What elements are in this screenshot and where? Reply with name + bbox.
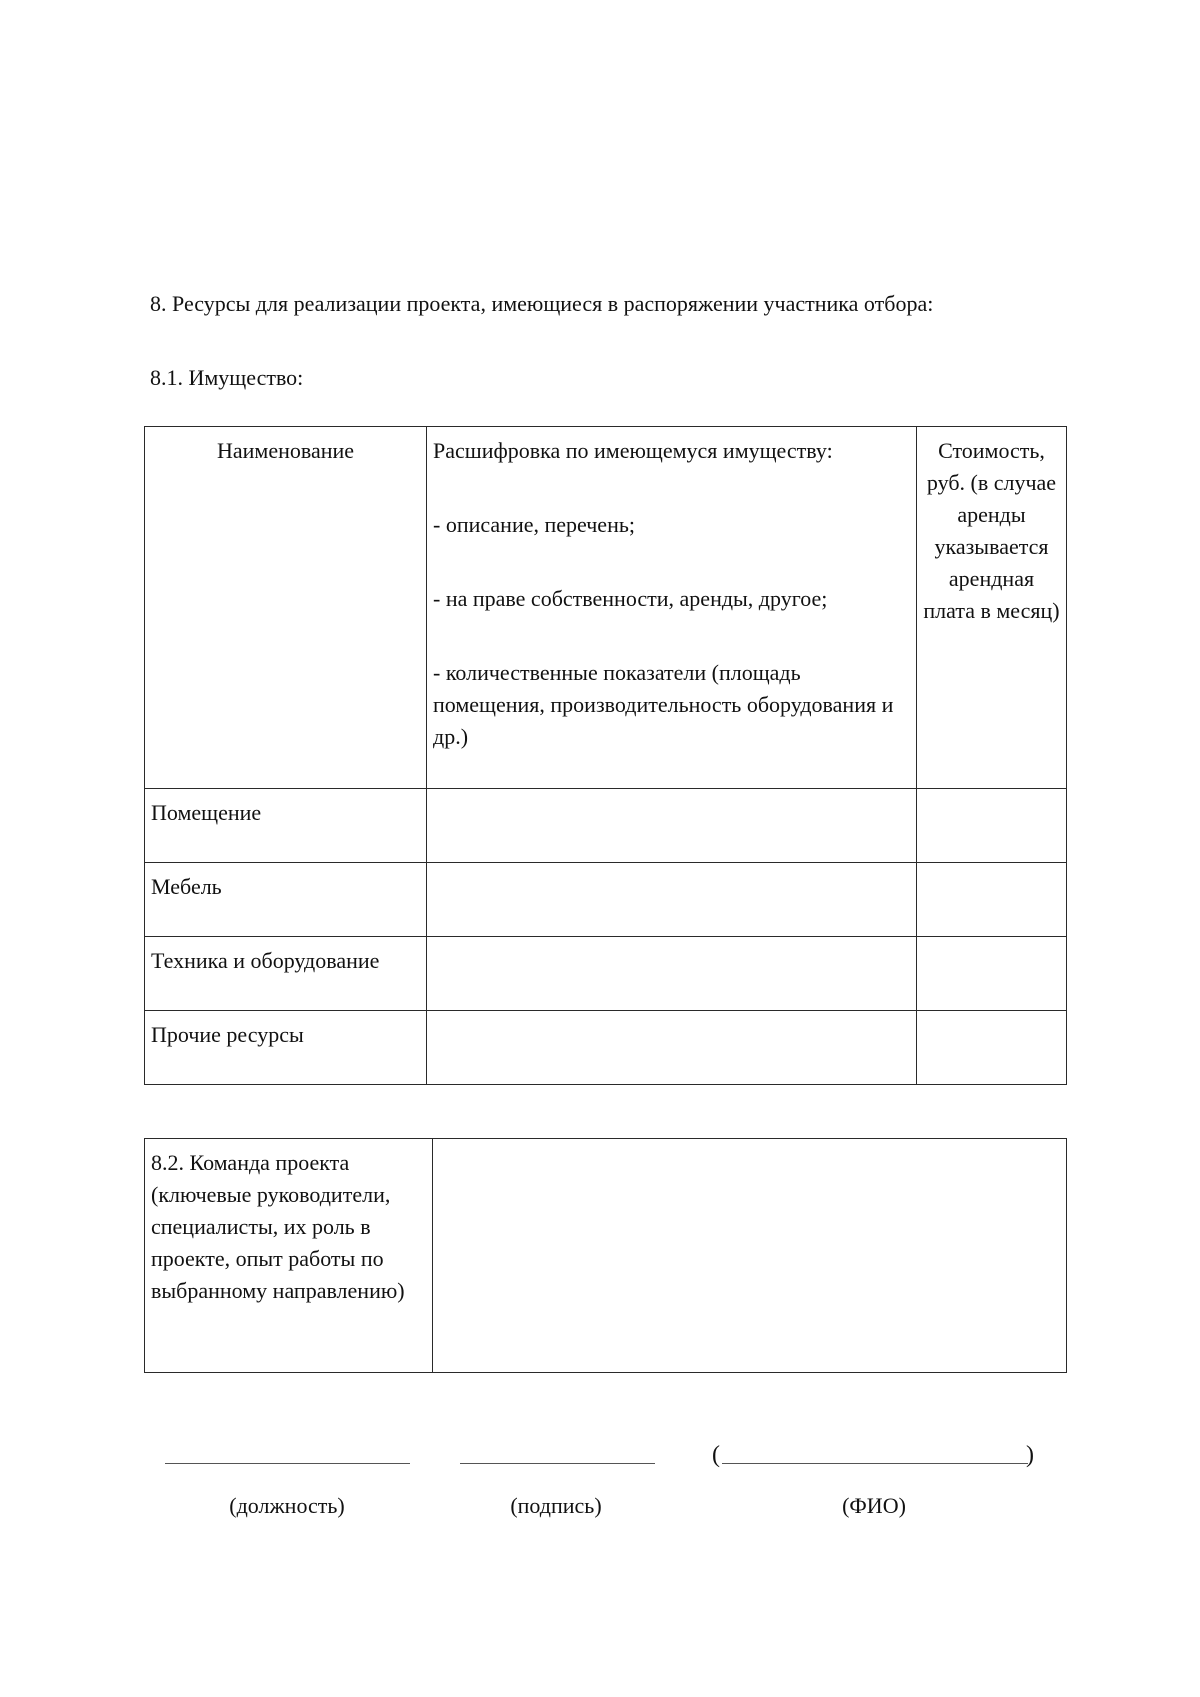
position-label: (должность)	[229, 1493, 345, 1518]
property-table-header	[145, 427, 1067, 789]
table-row	[145, 937, 1067, 1011]
name-signature-line[interactable]	[722, 1463, 1028, 1464]
header-details-item: - на праве собственности, аренды, другое;	[433, 586, 828, 611]
team-row	[145, 1139, 1067, 1373]
header-details-title: Расшифровка по имеющемуся имуществу:	[433, 438, 833, 463]
header-cost: Стоимость, руб. (в случае аренды указывается арендная плата в месяц)	[917, 427, 1067, 789]
row-details-cell[interactable]	[427, 937, 917, 1011]
team-label: 8.2. Команда проекта (ключевые руководители, специалисты, их роль в проекте, опыт работы по выбранному направлению)	[145, 1139, 433, 1373]
table-row	[145, 789, 1067, 863]
table-row	[145, 863, 1067, 937]
property-table	[144, 426, 1067, 1085]
row-name: Мебель	[145, 863, 427, 937]
name-close-paren: )	[1026, 1442, 1034, 1468]
row-name: Техника и оборудование	[145, 937, 427, 1011]
position-signature-line[interactable]	[165, 1463, 410, 1464]
header-details	[427, 427, 917, 789]
row-cost-cell[interactable]	[917, 1011, 1067, 1085]
sign-label: (подпись)	[510, 1493, 602, 1518]
row-cost-cell[interactable]	[917, 863, 1067, 937]
header-details-item: - количественные показатели (площадь помещения, производительность оборудования и др.)	[433, 660, 894, 749]
row-cost-cell[interactable]	[917, 937, 1067, 1011]
name-label: (ФИО)	[842, 1493, 906, 1518]
row-details-cell[interactable]	[427, 1011, 917, 1085]
sign-signature-line[interactable]	[460, 1463, 655, 1464]
row-cost-cell[interactable]	[917, 789, 1067, 863]
row-name: Прочие ресурсы	[145, 1011, 427, 1085]
row-details-cell[interactable]	[427, 789, 917, 863]
header-details-item: - описание, перечень;	[433, 512, 635, 537]
team-value-cell[interactable]	[433, 1139, 1067, 1373]
section-8-title: 8. Ресурсы для реализации проекта, имеющиеся в распоряжении участника отбора:	[150, 291, 934, 316]
row-name: Помещение	[145, 789, 427, 863]
header-name: Наименование	[145, 427, 427, 789]
section-8-1-title: 8.1. Имущество:	[150, 365, 304, 390]
table-row	[145, 1011, 1067, 1085]
team-table	[144, 1138, 1067, 1373]
row-details-cell[interactable]	[427, 863, 917, 937]
name-open-paren: (	[712, 1442, 720, 1468]
